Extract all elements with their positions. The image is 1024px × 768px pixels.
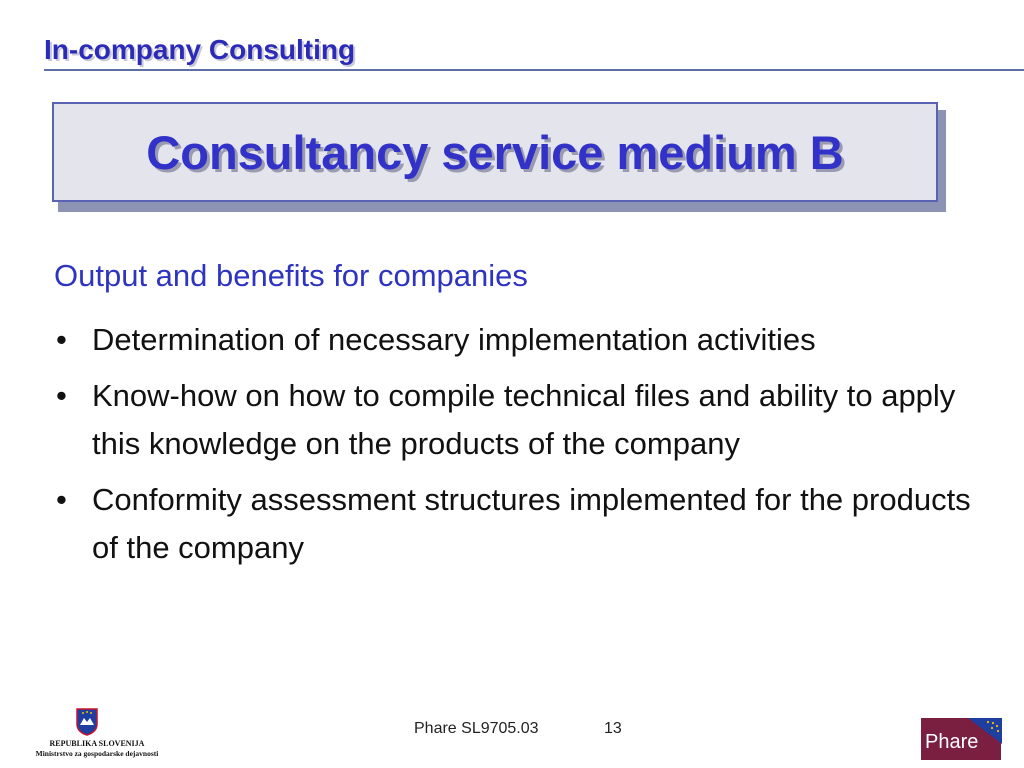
bullet-list	[54, 316, 974, 580]
bullet-item	[54, 476, 974, 572]
footer-program-code: Phare SL9705.03	[414, 720, 539, 737]
bullet-item	[54, 372, 974, 468]
bullet-dot-icon: •	[56, 378, 67, 413]
bullet-dot-icon: •	[56, 322, 67, 357]
header-divider	[44, 69, 1024, 71]
phare-logo-text: Phare	[925, 731, 979, 753]
header-title: In-company Consulting	[44, 34, 356, 65]
bullet-text: Conformity assessment structures implemented for the products of the company	[92, 482, 971, 565]
bullet-text: Know-how on how to compile technical files and ability to apply this knowledge on the products of the company	[92, 378, 956, 461]
slide-title: Consultancy service medium B	[146, 125, 844, 179]
slovenia-crest-icon	[76, 708, 98, 736]
ministry-caption	[22, 739, 172, 759]
page-number: 13	[604, 720, 622, 737]
slide-subheading: Output and benefits for companies	[54, 258, 528, 293]
ministry-line-1: REPUBLIKA SLOVENIJA	[49, 739, 145, 748]
bullet-dot-icon: •	[56, 482, 67, 517]
title-box	[52, 102, 938, 202]
bullet-text: Determination of necessary implementation activities	[92, 322, 816, 357]
eu-stars-icon	[968, 718, 1002, 744]
ministry-line-2: Ministrstvo za gospodarske dejavnosti	[35, 749, 159, 758]
bullet-item	[54, 316, 974, 364]
